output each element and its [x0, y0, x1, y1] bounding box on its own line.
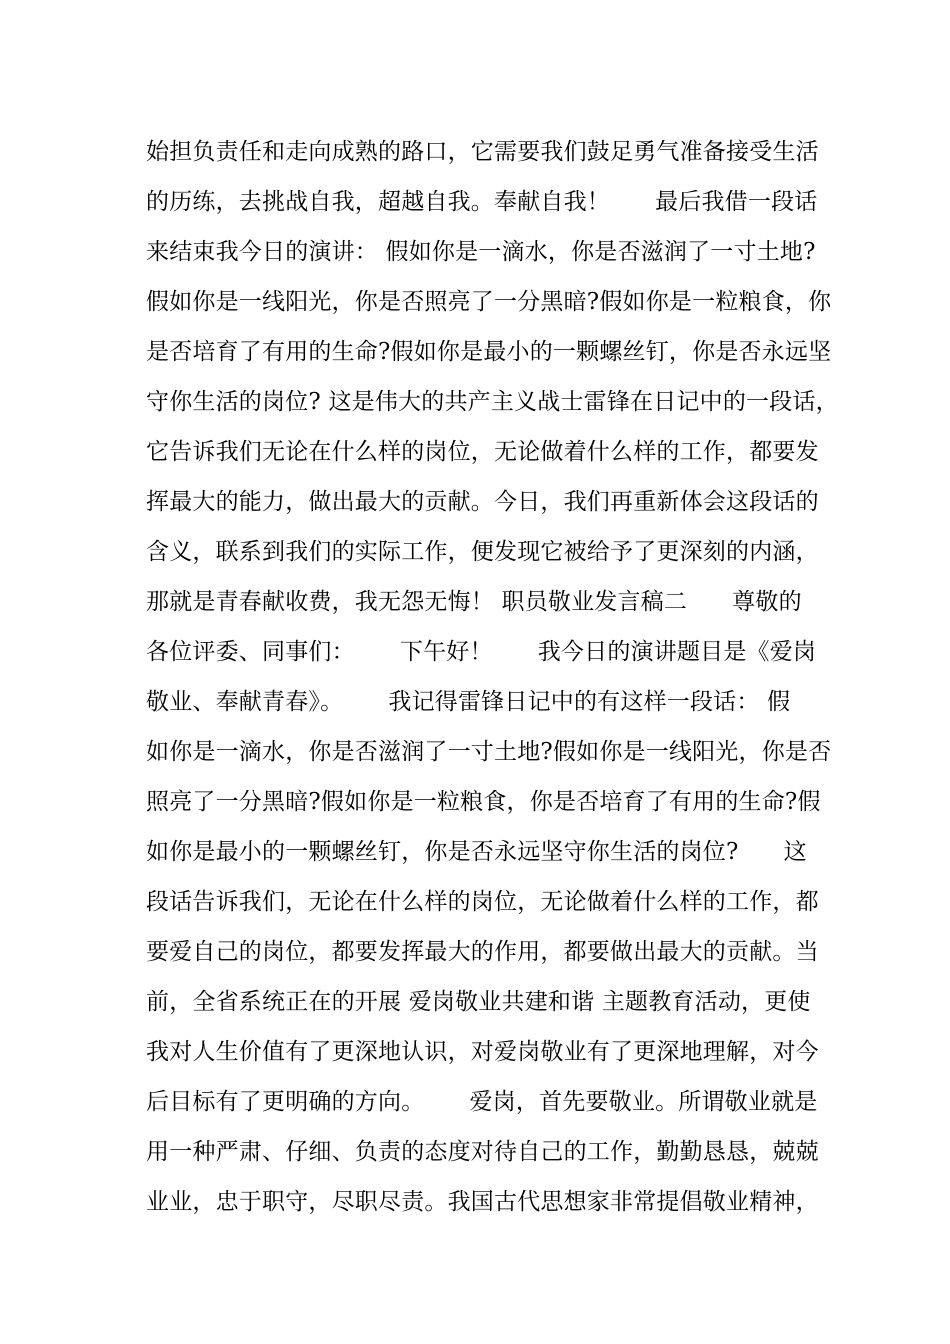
body-text: [146, 127, 839, 1227]
text-line: 始担负责任和走向成熟的路口，它需要我们鼓足勇气准备接受生活: [146, 139, 819, 165]
text-line: 如你是最小的一颗螺丝钉，你是否永远坚守你生活的岗位? 这: [146, 839, 807, 865]
text-line: 它告诉我们无论在什么样的岗位，无论做着什么样的工作，都要发: [146, 439, 819, 465]
text-line: 用一种严肃、仔细、负责的态度对待自己的工作，勤勤恳恳，兢兢: [146, 1139, 819, 1165]
text-line: 前，全省系统正在的开展 爱岗敬业共建和谐 主题教育活动，更使: [146, 989, 811, 1015]
text-line: 我对人生价值有了更深地认识，对爱岗敬业有了更深地理解，对今: [146, 1039, 819, 1065]
text-line: 各位评委、同事们： 下午好！ 我今日的演讲题目是《爱岗: [146, 639, 817, 665]
text-line: 要爱自己的岗位，都要发挥最大的作用，都要做出最大的贡献。当: [146, 939, 819, 965]
text-line: 业业，忠于职守，尽职尽责。我国古代思想家非常提倡敬业精神，: [146, 1189, 819, 1215]
text-line: 段话告诉我们，无论在什么样的岗位，无论做着什么样的工作，都: [146, 889, 819, 915]
text-line: 假如你是一线阳光，你是否照亮了一分黑暗?假如你是一粒粮食，你: [146, 289, 832, 315]
text-line: 含义，联系到我们的实际工作，便发现它被给予了更深刻的内涵，: [146, 539, 819, 565]
text-line: 如你是一滴水，你是否滋润了一寸土地?假如你是一线阳光，你是否: [146, 739, 832, 765]
text-line: 来结束我今日的演讲： 假如你是一滴水，你是否滋润了一寸土地?: [146, 239, 816, 265]
text-line: 那就是青春献收费，我无怨无悔！ 职员敬业发言稿二 尊敬的: [146, 589, 802, 615]
text-line: 的历练，去挑战自我，超越自我。奉献自我！ 最后我借一段话: [146, 189, 818, 215]
text-line: 后目标有了更明确的方向。 爱岗，首先要敬业。所谓敬业就是: [146, 1089, 818, 1115]
text-line: 挥最大的能力，做出最大的贡献。今日，我们再重新体会这段话的: [146, 489, 819, 515]
text-line: 是否培育了有用的生命?假如你是最小的一颗螺丝钉，你是否永远坚: [146, 339, 832, 365]
text-line: 守你生活的岗位? 这是伟大的共产主义战士雷锋在日记中的一段话，: [146, 389, 839, 415]
text-line: 照亮了一分黑暗?假如你是一粒粮食，你是否培育了有用的生命?假: [146, 789, 821, 815]
text-line: 敬业、奉献青春》。 我记得雷锋日记中的有这样一段话： 假: [146, 689, 791, 715]
